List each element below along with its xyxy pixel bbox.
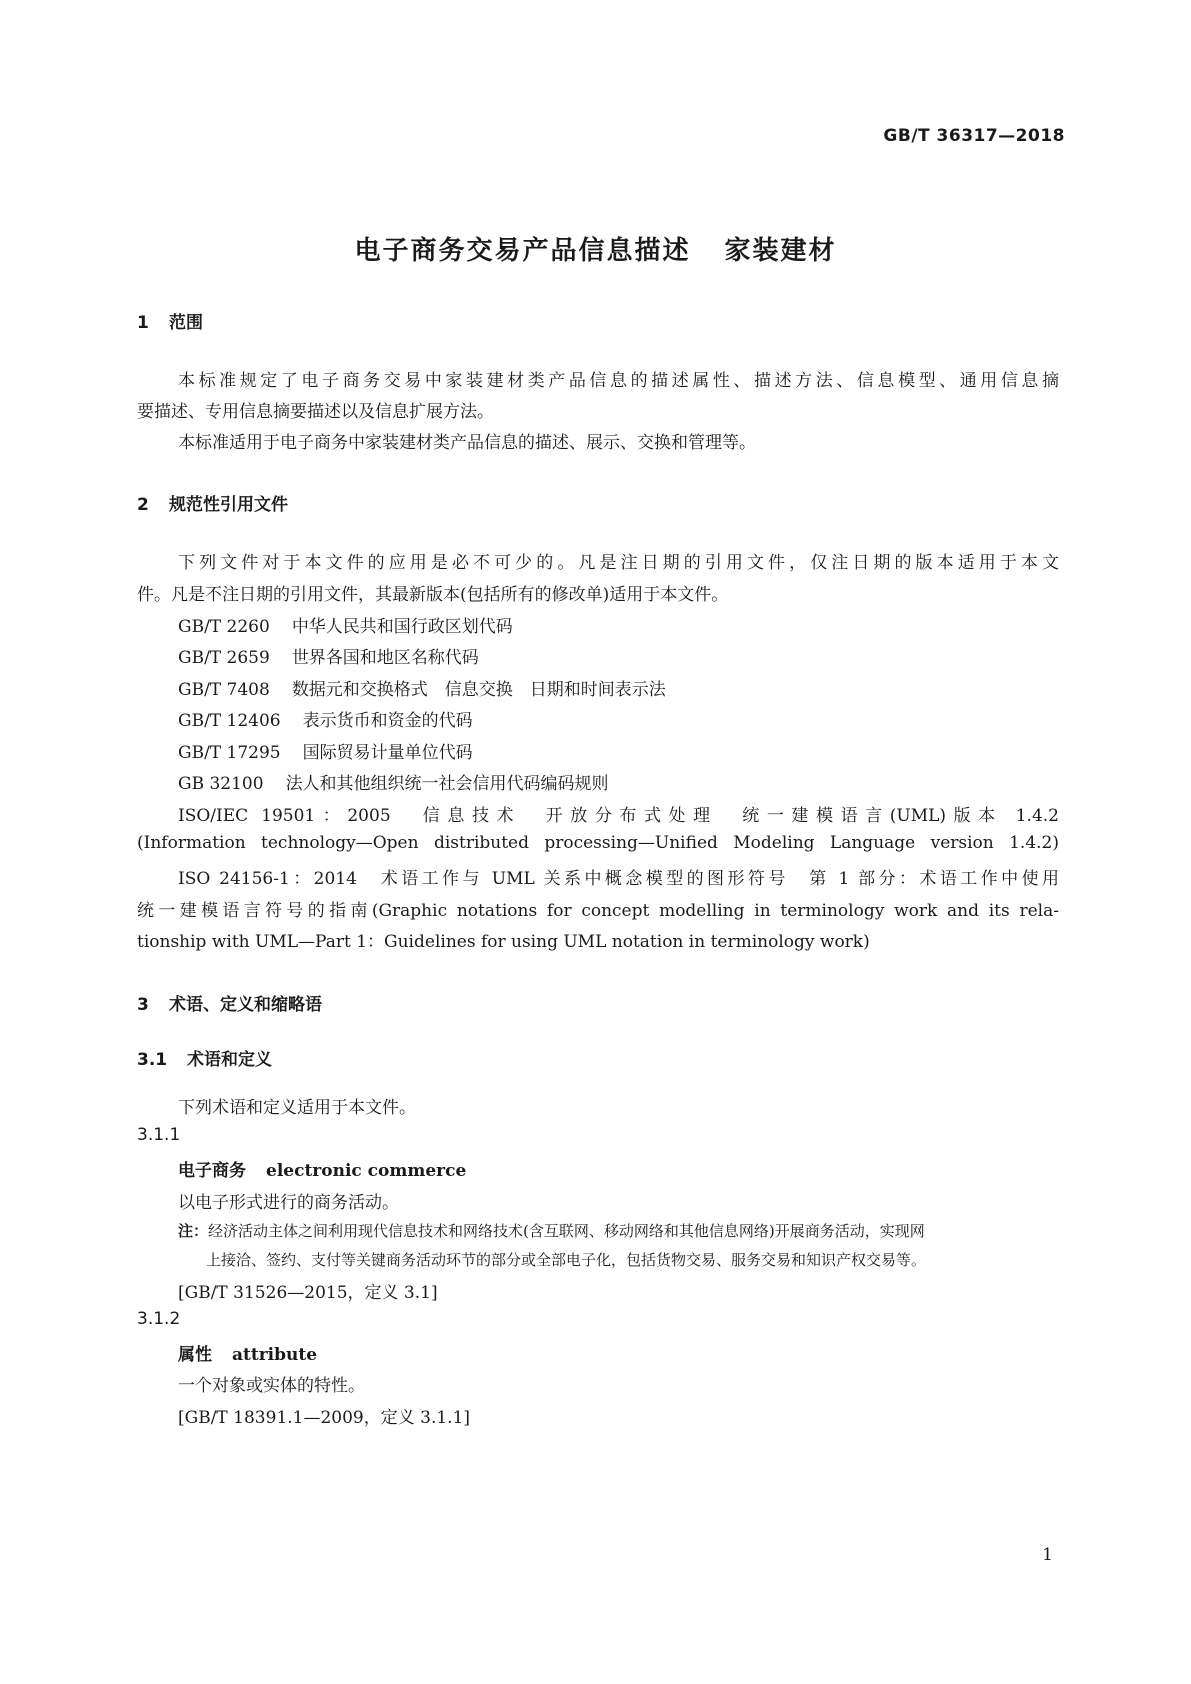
term-definition: 一个对象或实体的特性。 [178, 1376, 365, 1396]
s1-para2: 本标准适用于电子商务中家装建材类产品信息的描述、展示、交换和管理等。 [178, 433, 756, 453]
section-number: 3.1 [137, 1050, 168, 1070]
note-label: 注： [178, 1222, 209, 1240]
iso-reference-1-line1: ISO/IEC 19501：2005 信息技术 开放分布式处理 统一建模语言(UML)版本 1.4.2 [178, 806, 1059, 826]
normative-reference: GB/T 12406 表示货币和资金的代码 [178, 711, 473, 731]
s2-para1-line2: 件。凡是不注日期的引用文件，其最新版本(包括所有的修改单)适用于本文件。 [137, 585, 729, 605]
term-note-line1: 注：经济活动主体之间利用现代信息技术和网络技术(含互联网、移动网络和其他信息网络)开展商务活动，实现网 [178, 1222, 925, 1240]
title-sub: 家装建材 [724, 236, 837, 266]
term-zh: 电子商务 [178, 1161, 246, 1181]
section-1-heading [137, 308, 203, 333]
standard-code: GB/T 36317—2018 [883, 126, 1065, 146]
normative-reference: GB/T 7408 数据元和交换格式 信息交换 日期和时间表示法 [178, 680, 666, 700]
normative-reference: GB/T 2260 中华人民共和国行政区划代码 [178, 617, 513, 637]
s1-para1-line1: 本标准规定了电子商务交易中家装建材类产品信息的描述属性、描述方法、信息模型、通用信息摘 [178, 371, 1059, 391]
s1-para1-line2: 要描述、专用信息摘要描述以及信息扩展方法。 [137, 402, 494, 422]
section-3-1-heading [137, 1045, 272, 1070]
normative-reference: GB/T 2659 世界各国和地区名称代码 [178, 648, 479, 668]
iso-reference-2-line1: ISO 24156-1：2014 术语工作与 UML 关系中概念模型的图形符号 第 1 部分：术语工作中使用 [178, 869, 1059, 889]
page-number: 1 [1042, 1545, 1053, 1565]
term-entry [178, 1156, 466, 1181]
iso-reference-1-line2: (Information technology—Open distributed processing—Unified Modeling Language version 1.4.2) [137, 833, 1059, 853]
term-en: attribute [232, 1345, 318, 1365]
term-number: 3.1.2 [137, 1309, 181, 1329]
term-note-line2: 上接洽、签约、支付等关键商务活动环节的部分或全部电子化，包括货物交易、服务交易和知识产权交易等。 [206, 1251, 927, 1269]
section-3-heading [137, 990, 322, 1015]
section-number: 2 [137, 495, 149, 515]
term-zh: 属性 [178, 1345, 212, 1365]
section-number: 1 [137, 313, 149, 333]
term-entry [178, 1340, 317, 1365]
term-definition: 以电子形式进行的商务活动。 [178, 1193, 399, 1213]
iso-reference-2-line3: tionship with UML—Part 1：Guidelines for using UML notation in terminology work) [137, 932, 870, 952]
term-source: [GB/T 18391.1—2009，定义 3.1.1] [178, 1408, 471, 1428]
term-number: 3.1.1 [137, 1125, 181, 1145]
term-source: [GB/T 31526—2015，定义 3.1] [178, 1283, 438, 1303]
iso-reference-2-line2: 统一建模语言符号的指南(Graphic notations for concept modelling in terminology work and its rela- [137, 901, 1059, 921]
section-title: 术语、定义和缩略语 [169, 995, 322, 1015]
normative-reference: GB 32100 法人和其他组织统一社会信用代码编码规则 [178, 774, 609, 794]
section-2-heading [137, 490, 288, 515]
terms-intro: 下列术语和定义适用于本文件。 [178, 1098, 416, 1118]
section-title: 范围 [169, 313, 203, 333]
s2-para1-line1: 下列文件对于本文件的应用是必不可少的。凡是注日期的引用文件，仅注日期的版本适用于本文 [178, 553, 1059, 573]
document-title [0, 230, 1191, 267]
term-en: electronic commerce [266, 1161, 467, 1181]
normative-reference: GB/T 17295 国际贸易计量单位代码 [178, 743, 473, 763]
section-title: 规范性引用文件 [169, 495, 288, 515]
title-main: 电子商务交易产品信息描述 [354, 236, 691, 266]
section-number: 3 [137, 995, 149, 1015]
section-title: 术语和定义 [187, 1050, 272, 1070]
